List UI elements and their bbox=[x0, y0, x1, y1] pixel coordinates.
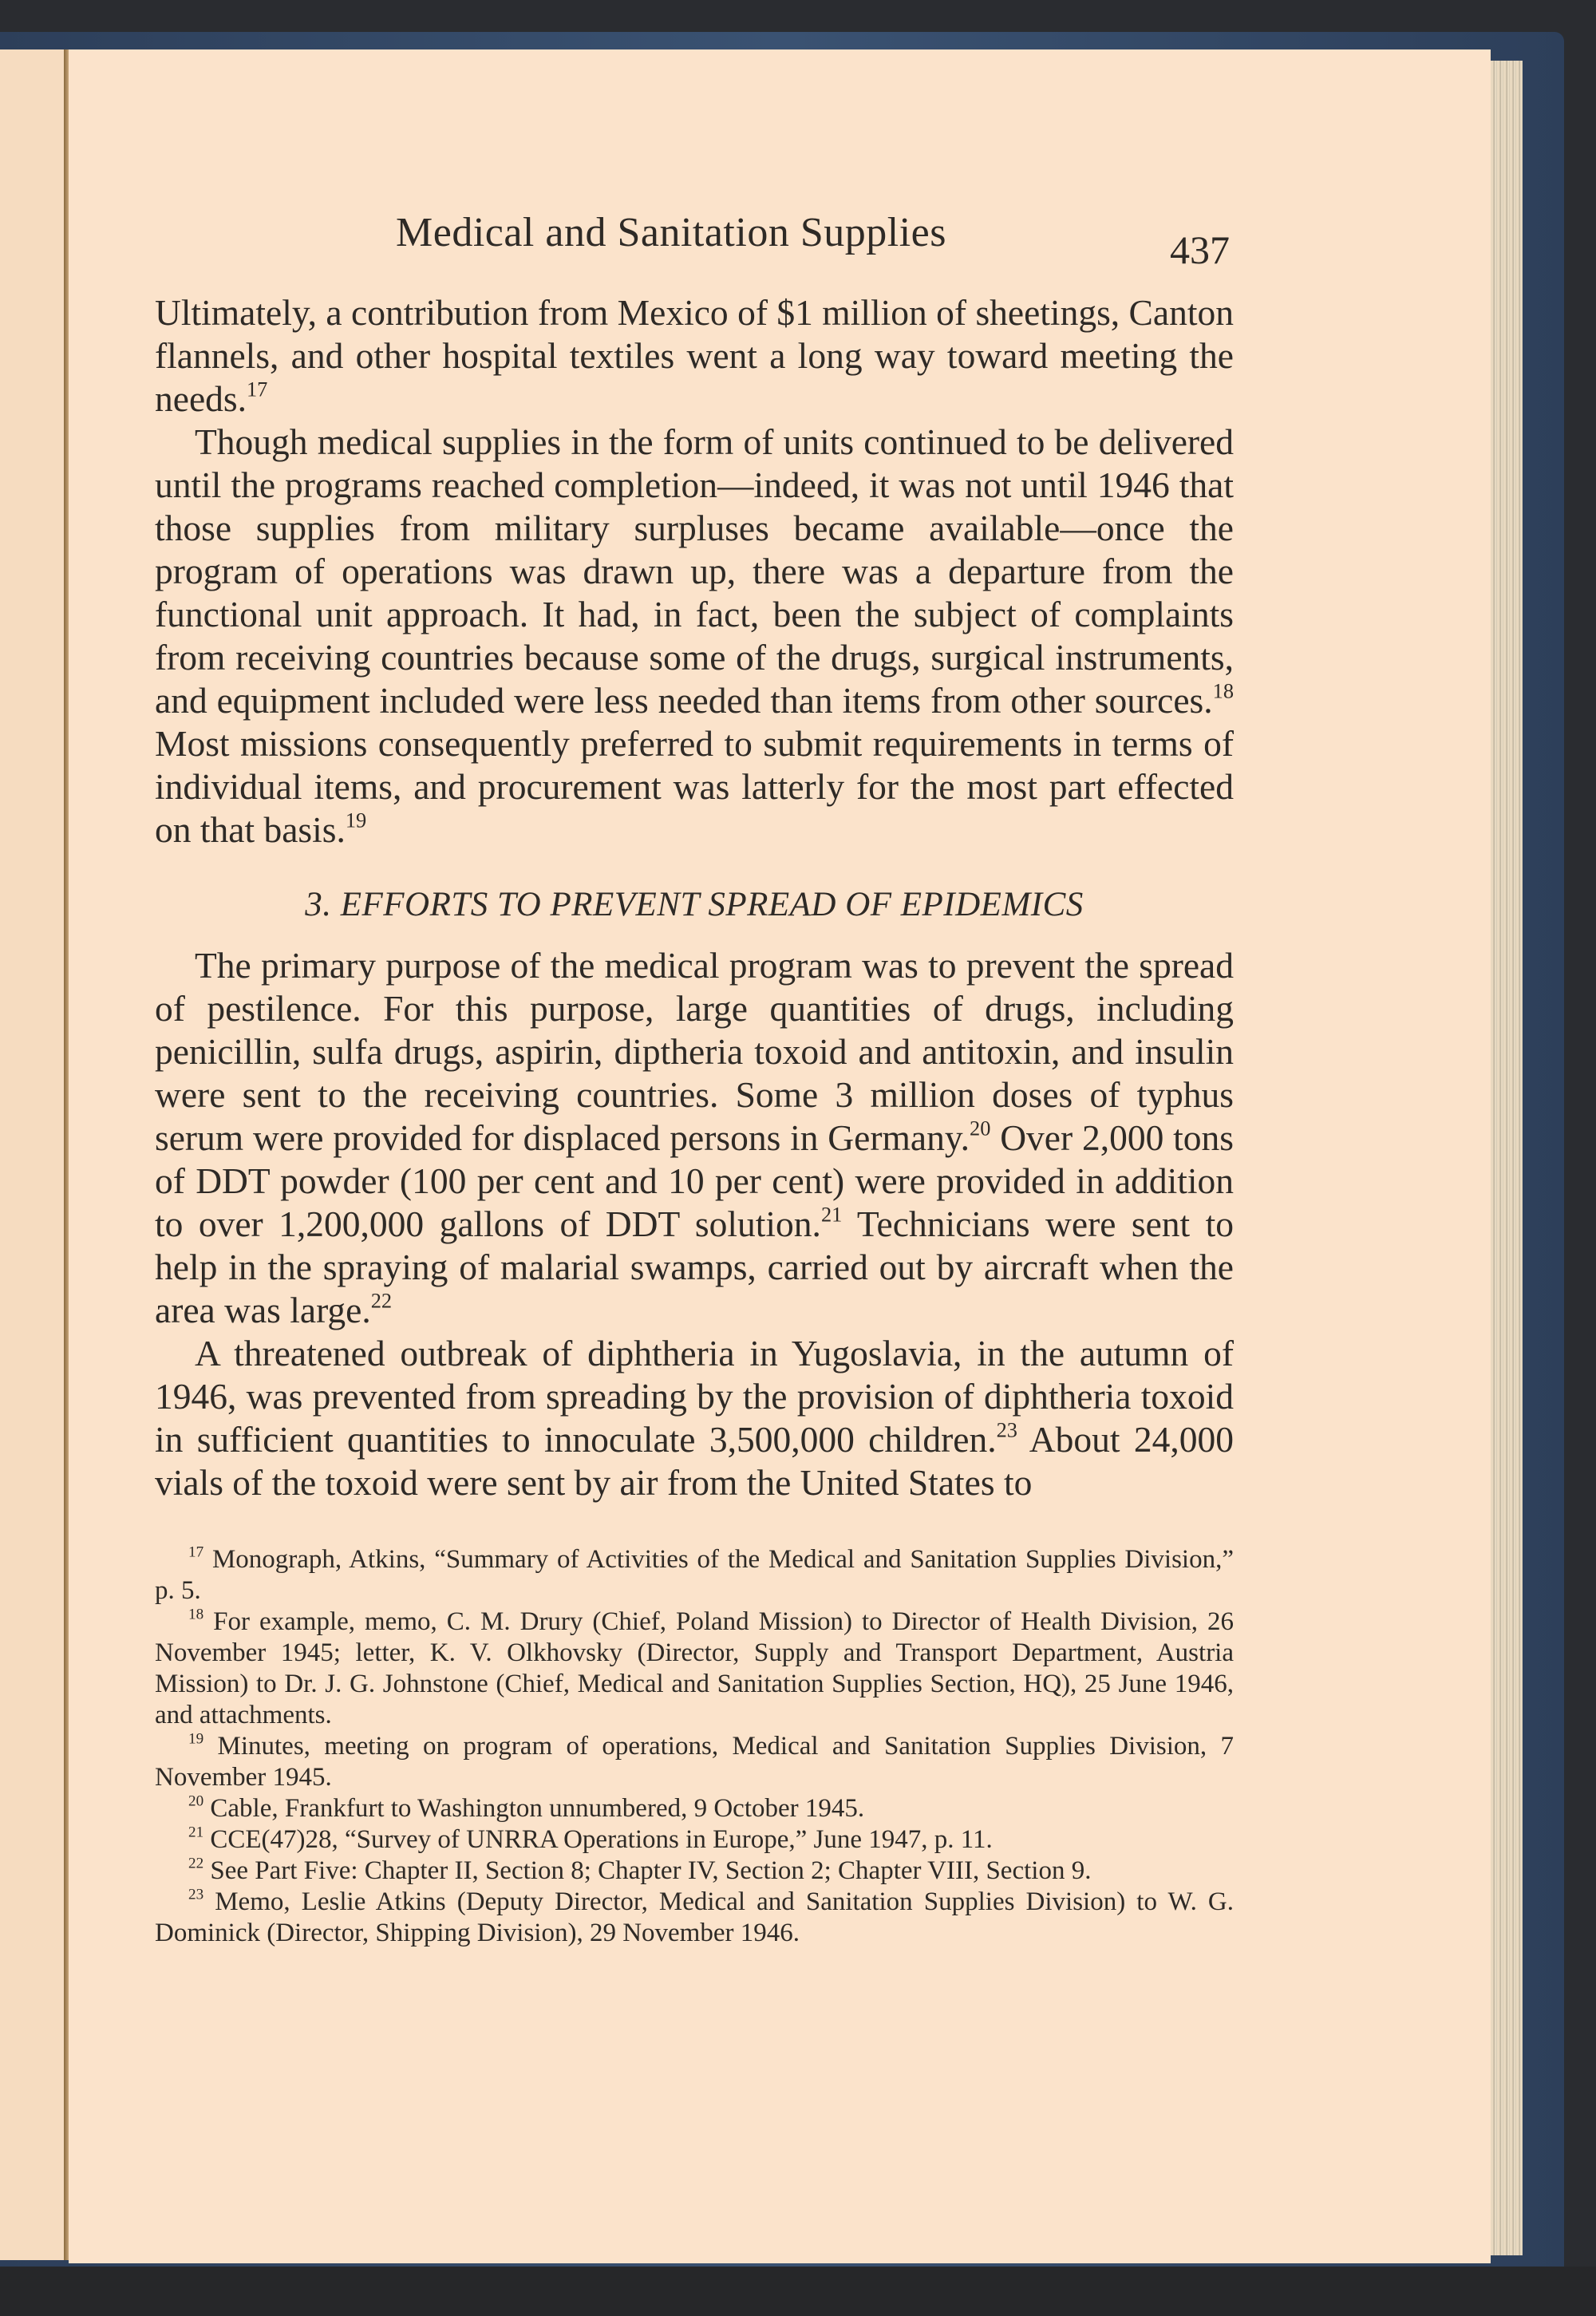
paragraph-text: Ultimately, a contribution from Mexico of $1 million of sheetings, Canton flannels, and other hospital textiles went a long way toward meeting the needs. bbox=[155, 292, 1234, 419]
footnote-number: 19 bbox=[188, 1730, 204, 1748]
paragraph-text: Though medical supplies in the form of units continued to be delivered until the programs reached completion—indeed, it was not until 1946 that those supplies from military surpluses became available—once the program of operations was drawn up, there was a departure from the functional unit approach. It had, in fact, been the subject of complaints from receiving countries because some of the drugs, surgical instruments, and equipment included were less needed than items from other sources. bbox=[155, 421, 1234, 721]
page-number: 437 bbox=[1170, 227, 1230, 272]
paragraph-text: Technicians were sent to help in the spraying of malarial swamps, carried out by aircraft when the area was large. bbox=[155, 1203, 1234, 1330]
footnote bbox=[155, 1887, 1234, 1949]
footnote bbox=[155, 1824, 1234, 1856]
footnote-text: Monograph, Atkins, “Summary of Activities of the Medical and Sanitation Supplies Division,” p. 5. bbox=[155, 1545, 1234, 1605]
footnote-number: 23 bbox=[188, 1886, 204, 1903]
left-page-edge bbox=[0, 49, 65, 2260]
paragraph-text: About 24,000 vials of the toxoid were sent by air from the United States to bbox=[155, 1419, 1234, 1503]
footnote-text: Memo, Leslie Atkins (Deputy Director, Medical and Sanitation Supplies Division) to W. G. Dominick (Director, Shipping Division), 29 November 1946. bbox=[155, 1887, 1234, 1947]
footnote bbox=[155, 1856, 1234, 1887]
paragraph bbox=[155, 1332, 1234, 1504]
background-surface bbox=[0, 2267, 1596, 2316]
footnote-number: 18 bbox=[188, 1606, 204, 1623]
footnote-number: 17 bbox=[188, 1543, 204, 1561]
paragraph bbox=[155, 944, 1234, 1332]
paragraph-text: Most missions consequently preferred to submit requirements in terms of individual items, and procurement was latterly for the most part effected on that basis. bbox=[155, 723, 1234, 850]
footnote bbox=[155, 1544, 1234, 1607]
footnote bbox=[155, 1793, 1234, 1824]
body-text bbox=[155, 291, 1234, 1504]
footnote-ref[interactable]: 23 bbox=[996, 1417, 1017, 1442]
footnote-ref[interactable]: 17 bbox=[246, 377, 268, 401]
paragraph bbox=[155, 291, 1234, 421]
footnote-number: 22 bbox=[188, 1855, 204, 1872]
paragraph-text: A threatened outbreak of diphtheria in Yugoslavia, in the autumn of 1946, was prevented from spreading by the provision of diphtheria toxoid in sufficient quantities to innoculate 3,500,000 children. bbox=[155, 1333, 1234, 1460]
page-edges bbox=[1491, 61, 1523, 2255]
footnote-text: Cable, Frankfurt to Washington unnumbered, 9 October 1945. bbox=[210, 1794, 865, 1823]
footnote-ref[interactable]: 21 bbox=[820, 1202, 843, 1227]
footnote-ref[interactable]: 19 bbox=[345, 808, 367, 832]
paragraph-text: The primary purpose of the medical program was to prevent the spread of pestilence. For this purpose, large quantities of drugs, including penicillin, sulfa drugs, aspirin, diptheria toxoid and antitoxin, and insulin were sent to the receiving countries. Some 3 million doses of typhus serum were provided for displaced persons in Germany. bbox=[155, 945, 1234, 1158]
footnote bbox=[155, 1607, 1234, 1731]
paragraph bbox=[155, 421, 1234, 852]
footnotes bbox=[155, 1544, 1234, 1949]
footnote-text: Minutes, meeting on program of operations, Medical and Sanitation Supplies Division, 7 November 1945. bbox=[155, 1732, 1234, 1792]
running-head: Medical and Sanitation Supplies bbox=[396, 210, 946, 255]
footnote-number: 20 bbox=[188, 1792, 204, 1810]
footnote bbox=[155, 1731, 1234, 1793]
footnote-ref[interactable]: 18 bbox=[1212, 678, 1234, 703]
footnote-ref[interactable]: 22 bbox=[370, 1288, 393, 1313]
paragraph-text: Over 2,000 tons of DDT powder (100 per cent and 10 per cent) were provided in addition to over 1,200,000 gallons of DDT solution. bbox=[155, 1117, 1235, 1244]
section-heading: 3. EFFORTS TO PREVENT SPREAD OF EPIDEMICS bbox=[305, 886, 1084, 923]
footnote-ref[interactable]: 20 bbox=[970, 1116, 991, 1140]
footnote-number: 21 bbox=[188, 1824, 204, 1841]
footnote-text: CCE(47)28, “Survey of UNRRA Operations in Europe,” June 1947, p. 11. bbox=[210, 1825, 993, 1854]
footnote-text: See Part Five: Chapter II, Section 8; Chapter IV, Section 2; Chapter VIII, Section 9. bbox=[210, 1856, 1092, 1885]
footnote-text: For example, memo, C. M. Drury (Chief, Poland Mission) to Director of Health Division, 26 November 1945; letter, K. V. Olkhovsky (Director, Supply and Transport Department, Austria Mission) to Dr. J. G. Johnstone (Chief, Medical and Sanitation Supplies Section, HQ), 25 June 1946, and attachments. bbox=[155, 1607, 1235, 1729]
